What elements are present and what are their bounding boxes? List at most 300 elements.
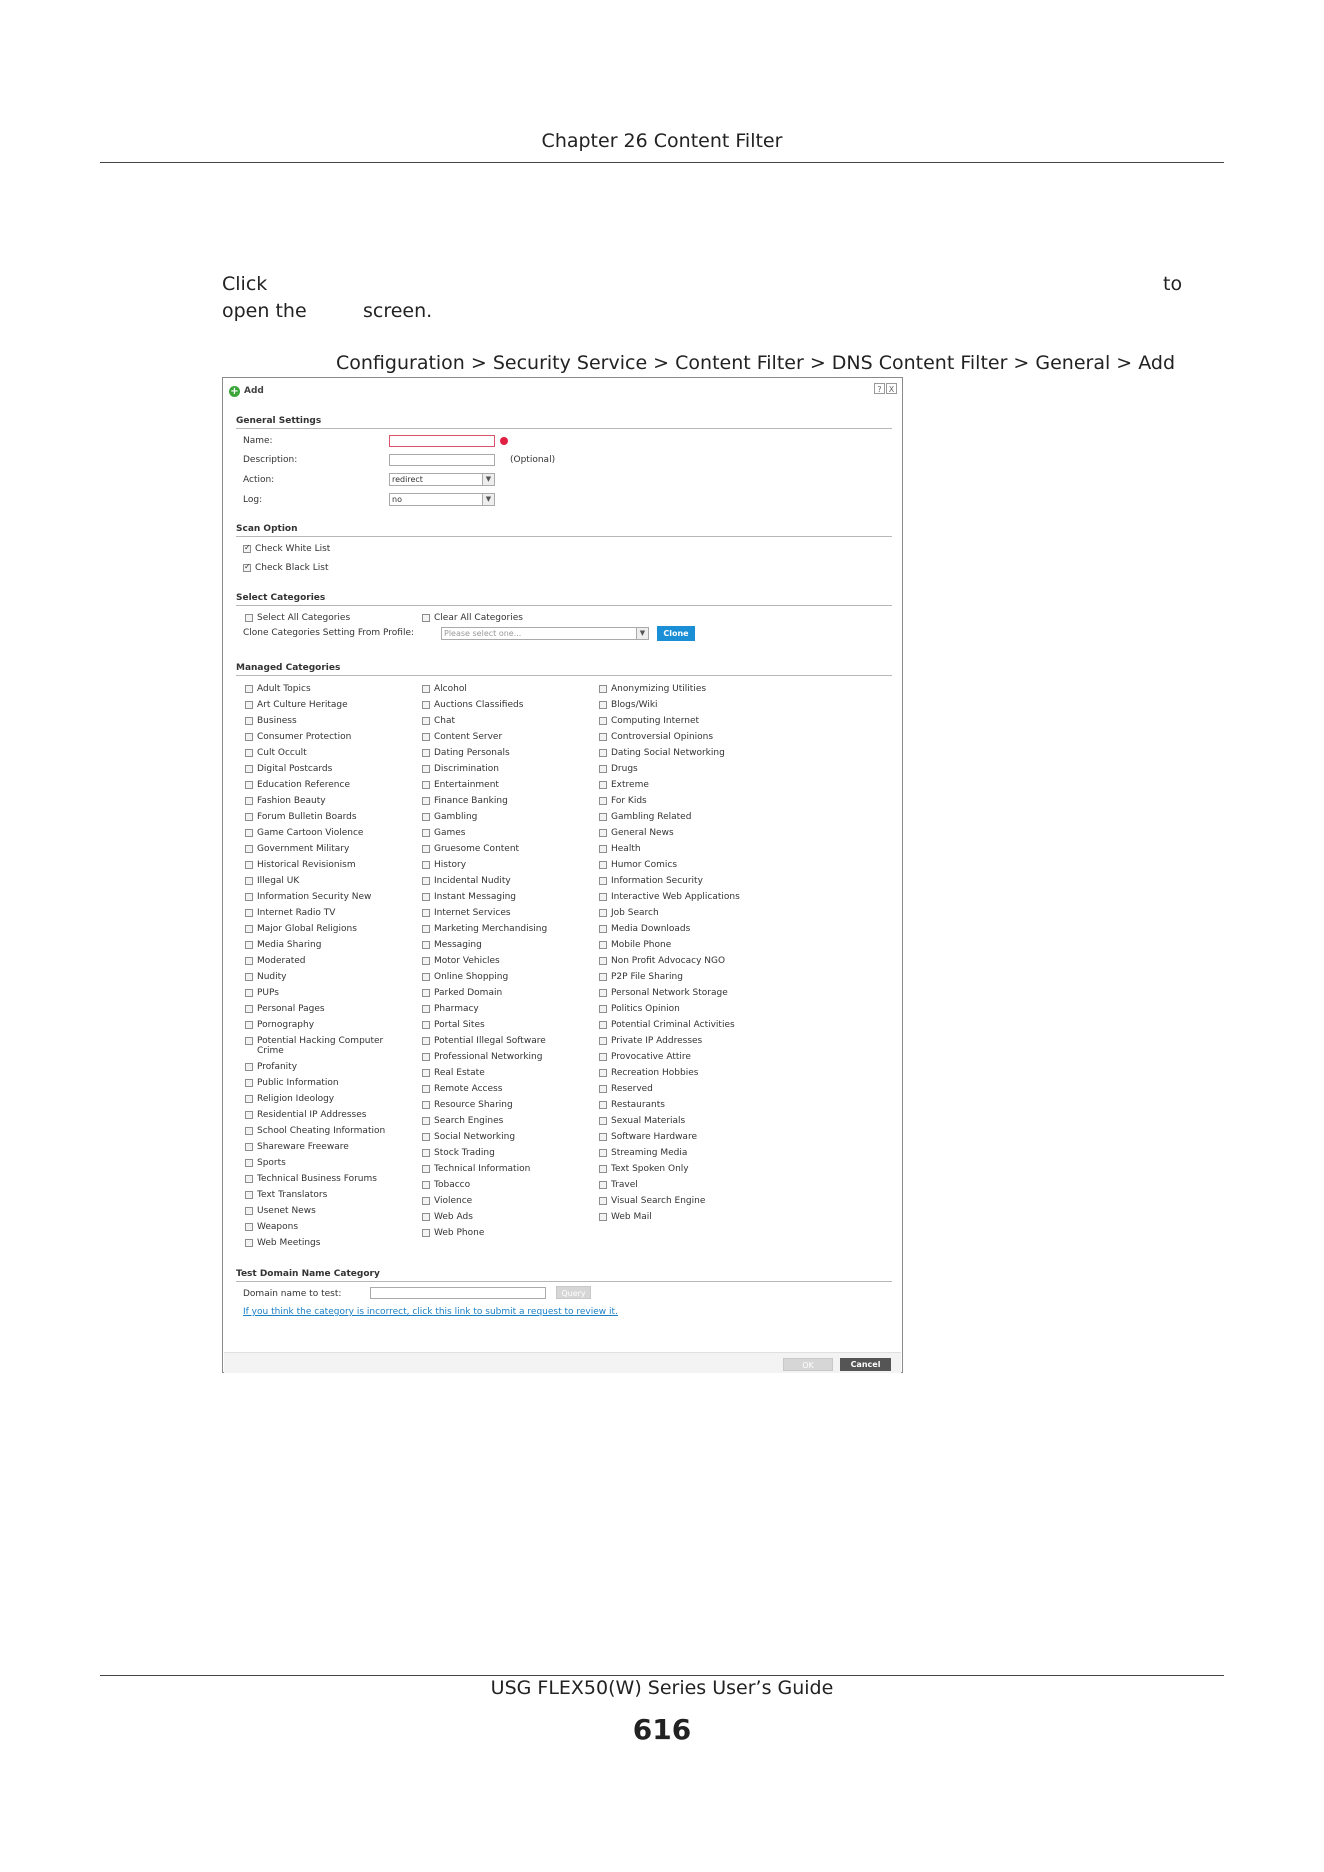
category-item[interactable] <box>245 1004 405 1014</box>
category-label: Moderated <box>257 956 306 966</box>
category-checkbox[interactable] <box>422 813 430 821</box>
category-item[interactable] <box>422 1052 582 1062</box>
category-label: Government Military <box>257 844 350 854</box>
category-checkbox[interactable] <box>245 1159 253 1167</box>
category-label: Portal Sites <box>434 1020 485 1030</box>
category-label: General News <box>611 828 674 838</box>
category-checkbox[interactable] <box>422 781 430 789</box>
category-checkbox[interactable] <box>245 1239 253 1247</box>
category-item[interactable] <box>599 1164 759 1174</box>
category-label: Humor Comics <box>611 860 678 870</box>
category-checkbox[interactable] <box>245 749 253 757</box>
test-domain-title: Test Domain Name Category <box>236 1269 380 1279</box>
category-checkbox[interactable] <box>245 797 253 805</box>
category-label: Games <box>434 828 466 838</box>
category-item[interactable] <box>422 764 582 774</box>
category-item[interactable] <box>245 828 405 838</box>
category-item[interactable] <box>422 844 582 854</box>
chevron-down-icon: ▼ <box>482 474 494 485</box>
category-item[interactable] <box>599 1196 759 1206</box>
chevron-down-icon: ▼ <box>482 494 494 505</box>
category-checkbox[interactable] <box>245 1095 253 1103</box>
category-checkbox[interactable] <box>422 1085 430 1093</box>
category-checkbox[interactable] <box>422 1213 430 1221</box>
category-item[interactable] <box>245 876 405 886</box>
required-icon <box>500 437 508 445</box>
category-label: Dating Personals <box>434 748 510 758</box>
category-checkbox[interactable] <box>422 797 430 805</box>
category-checkbox[interactable] <box>245 909 253 917</box>
category-label: Technical Business Forums <box>257 1174 377 1184</box>
category-checkbox[interactable] <box>245 1127 253 1135</box>
category-item[interactable] <box>245 908 405 918</box>
category-checkbox[interactable] <box>599 1181 607 1189</box>
category-label: Resource Sharing <box>434 1100 513 1110</box>
category-label: Public Information <box>257 1078 339 1088</box>
category-checkbox[interactable] <box>422 1021 430 1029</box>
category-checkbox[interactable] <box>422 1165 430 1173</box>
category-item[interactable] <box>245 924 405 934</box>
category-item[interactable] <box>599 1148 759 1158</box>
category-label: Internet Services <box>434 908 511 918</box>
category-item[interactable] <box>245 1020 405 1030</box>
category-item[interactable] <box>422 812 582 822</box>
category-checkbox[interactable] <box>599 1213 607 1221</box>
category-item[interactable] <box>245 1222 405 1232</box>
category-item[interactable] <box>422 924 582 934</box>
category-item[interactable] <box>245 1126 405 1136</box>
category-item[interactable] <box>245 1078 405 1088</box>
category-item[interactable] <box>245 1158 405 1168</box>
category-checkbox[interactable] <box>599 1005 607 1013</box>
category-checkbox[interactable] <box>422 909 430 917</box>
category-item[interactable] <box>599 1100 759 1110</box>
category-label: Media Downloads <box>611 924 691 934</box>
category-checkbox[interactable] <box>422 717 430 725</box>
category-checkbox[interactable] <box>245 1111 253 1119</box>
category-label: Web Ads <box>434 1212 473 1222</box>
category-item[interactable] <box>422 1116 582 1126</box>
category-item[interactable] <box>422 956 582 966</box>
category-checkbox[interactable] <box>599 1053 607 1061</box>
category-checkbox[interactable] <box>245 1021 253 1029</box>
category-label: Fashion Beauty <box>257 796 326 806</box>
category-item[interactable] <box>599 956 759 966</box>
category-checkbox[interactable] <box>422 941 430 949</box>
category-checkbox[interactable] <box>422 925 430 933</box>
category-item[interactable] <box>422 780 582 790</box>
review-request-link[interactable]: If you think the category is incorrect, click this link to submit a request to review it. <box>243 1307 618 1317</box>
category-item[interactable] <box>245 1062 405 1072</box>
category-checkbox[interactable] <box>599 1069 607 1077</box>
name-field[interactable] <box>389 435 495 447</box>
category-item[interactable] <box>599 1052 759 1062</box>
category-item[interactable] <box>599 764 759 774</box>
category-checkbox[interactable] <box>422 1053 430 1061</box>
category-label: Recreation Hobbies <box>611 1068 699 1078</box>
managed-categories-title: Managed Categories <box>236 663 341 673</box>
category-item[interactable] <box>599 892 759 902</box>
category-item[interactable] <box>599 1212 759 1222</box>
category-item[interactable] <box>599 908 759 918</box>
category-item[interactable] <box>422 1196 582 1206</box>
category-checkbox[interactable] <box>599 781 607 789</box>
log-select[interactable] <box>389 493 495 506</box>
category-checkbox[interactable] <box>245 813 253 821</box>
category-item[interactable] <box>422 1212 582 1222</box>
category-item[interactable] <box>599 1004 759 1014</box>
category-checkbox[interactable] <box>599 685 607 693</box>
category-checkbox[interactable] <box>422 1197 430 1205</box>
description-field[interactable] <box>389 454 495 466</box>
category-item[interactable] <box>599 1116 759 1126</box>
category-item[interactable] <box>599 732 759 742</box>
category-checkbox[interactable] <box>422 733 430 741</box>
category-item[interactable] <box>245 716 405 726</box>
dialog-title-text: Add <box>244 386 264 396</box>
managed-categories-divider <box>236 675 892 676</box>
category-label: Internet Radio TV <box>257 908 336 918</box>
category-checkbox[interactable] <box>422 1133 430 1141</box>
category-item[interactable] <box>599 828 759 838</box>
category-item[interactable] <box>245 988 405 998</box>
category-item[interactable] <box>422 1132 582 1142</box>
category-label: Computing Internet <box>611 716 700 726</box>
category-item[interactable] <box>245 860 405 870</box>
category-checkbox[interactable] <box>245 957 253 965</box>
category-label: Auctions Classifieds <box>434 700 524 710</box>
category-item[interactable] <box>245 1206 405 1216</box>
category-checkbox[interactable] <box>599 717 607 725</box>
category-checkbox[interactable] <box>599 957 607 965</box>
domain-test-input[interactable] <box>370 1287 546 1299</box>
category-checkbox[interactable] <box>599 893 607 901</box>
select-all-row[interactable] <box>245 613 350 623</box>
category-item[interactable] <box>599 780 759 790</box>
category-item[interactable] <box>245 956 405 966</box>
category-checkbox[interactable] <box>245 1191 253 1199</box>
category-item[interactable] <box>245 1190 405 1200</box>
category-checkbox[interactable] <box>245 1207 253 1215</box>
category-checkbox[interactable] <box>422 893 430 901</box>
check-black-list-row[interactable] <box>243 563 329 573</box>
category-checkbox[interactable] <box>599 1021 607 1029</box>
category-checkbox[interactable] <box>599 861 607 869</box>
category-checkbox[interactable] <box>599 877 607 885</box>
category-checkbox[interactable] <box>599 1037 607 1045</box>
category-checkbox[interactable] <box>599 733 607 741</box>
category-item[interactable] <box>599 988 759 998</box>
category-checkbox[interactable] <box>599 749 607 757</box>
category-item[interactable] <box>422 796 582 806</box>
category-item[interactable] <box>422 940 582 950</box>
category-checkbox[interactable] <box>245 973 253 981</box>
category-item[interactable] <box>422 860 582 870</box>
category-checkbox[interactable] <box>599 1197 607 1205</box>
category-checkbox[interactable] <box>245 701 253 709</box>
category-label: Controversial Opinions <box>611 732 714 742</box>
category-item[interactable] <box>245 940 405 950</box>
category-label: Social Networking <box>434 1132 516 1142</box>
optional-hint: (Optional) <box>510 455 556 465</box>
query-button[interactable]: Query <box>556 1286 591 1299</box>
category-label: Illegal UK <box>257 876 300 886</box>
category-label: Game Cartoon Violence <box>257 828 364 838</box>
category-checkbox[interactable] <box>599 813 607 821</box>
category-checkbox[interactable] <box>422 957 430 965</box>
dialog-title <box>229 384 264 398</box>
category-label: Discrimination <box>434 764 499 774</box>
action-select-value: redirect <box>392 475 423 484</box>
category-label: Forum Bulletin Boards <box>257 812 357 822</box>
category-label: Sports <box>257 1158 286 1168</box>
category-column-1 <box>245 684 405 1254</box>
category-checkbox[interactable] <box>599 829 607 837</box>
category-item[interactable] <box>599 1036 759 1046</box>
category-checkbox[interactable] <box>422 845 430 853</box>
clone-button[interactable]: Clone <box>657 626 695 641</box>
check-black-list-checkbox[interactable] <box>243 564 251 572</box>
category-checkbox[interactable] <box>422 1117 430 1125</box>
category-label: Personal Pages <box>257 1004 325 1014</box>
clone-profile-select[interactable] <box>441 627 649 640</box>
category-label: Marketing Merchandising <box>434 924 548 934</box>
category-item[interactable] <box>245 812 405 822</box>
chevron-down-icon: ▼ <box>636 628 648 639</box>
category-checkbox[interactable] <box>245 941 253 949</box>
category-checkbox[interactable] <box>599 1085 607 1093</box>
category-item[interactable] <box>422 1180 582 1190</box>
category-checkbox[interactable] <box>245 845 253 853</box>
category-item[interactable] <box>245 1174 405 1184</box>
category-item[interactable] <box>599 1068 759 1078</box>
category-item[interactable] <box>422 988 582 998</box>
category-label: Web Phone <box>434 1228 485 1238</box>
category-label: Non Profit Advocacy NGO <box>611 956 726 966</box>
category-item[interactable] <box>599 1084 759 1094</box>
category-column-3 <box>599 684 759 1228</box>
category-item[interactable] <box>245 972 405 982</box>
category-item[interactable] <box>422 700 582 710</box>
category-item[interactable] <box>599 796 759 806</box>
category-item[interactable] <box>422 748 582 758</box>
category-item[interactable] <box>245 1238 405 1248</box>
ok-button[interactable]: OK <box>783 1358 833 1371</box>
category-checkbox[interactable] <box>245 765 253 773</box>
category-item[interactable] <box>422 908 582 918</box>
category-label: Business <box>257 716 297 726</box>
category-item[interactable] <box>422 1084 582 1094</box>
category-checkbox[interactable] <box>245 685 253 693</box>
chapter-header: Chapter 26 Content Filter <box>541 130 783 152</box>
category-checkbox[interactable] <box>245 1063 253 1071</box>
category-checkbox[interactable] <box>599 797 607 805</box>
category-label: Gambling <box>434 812 478 822</box>
category-checkbox[interactable] <box>422 1037 430 1045</box>
category-item[interactable] <box>422 972 582 982</box>
category-label: Weapons <box>257 1222 299 1232</box>
category-item[interactable] <box>599 700 759 710</box>
category-item[interactable] <box>245 764 405 774</box>
category-item[interactable] <box>599 1132 759 1142</box>
category-label: Chat <box>434 716 456 726</box>
category-label: Profanity <box>257 1062 298 1072</box>
category-checkbox[interactable] <box>422 877 430 885</box>
category-label: Instant Messaging <box>434 892 517 902</box>
category-checkbox[interactable] <box>245 717 253 725</box>
category-item[interactable] <box>245 892 405 902</box>
click-text: Click <box>222 273 268 295</box>
category-checkbox[interactable] <box>245 1175 253 1183</box>
category-label: Visual Search Engine <box>611 1196 706 1206</box>
category-item[interactable] <box>422 1164 582 1174</box>
check-white-list-row[interactable] <box>243 544 330 554</box>
category-checkbox[interactable] <box>422 1229 430 1237</box>
category-item[interactable] <box>245 1142 405 1152</box>
category-item[interactable] <box>599 972 759 982</box>
category-item[interactable] <box>245 796 405 806</box>
category-item[interactable] <box>422 1020 582 1030</box>
category-checkbox[interactable] <box>245 781 253 789</box>
category-checkbox[interactable] <box>422 701 430 709</box>
check-white-list-checkbox[interactable] <box>243 545 251 553</box>
category-item[interactable] <box>599 1020 759 1030</box>
category-item[interactable] <box>599 684 759 694</box>
category-checkbox[interactable] <box>245 1005 253 1013</box>
category-item[interactable] <box>599 748 759 758</box>
category-item[interactable] <box>245 732 405 742</box>
category-checkbox[interactable] <box>599 1101 607 1109</box>
category-checkbox[interactable] <box>422 685 430 693</box>
category-item[interactable] <box>599 844 759 854</box>
category-checkbox[interactable] <box>245 989 253 997</box>
select-all-checkbox[interactable] <box>245 614 253 622</box>
category-label: Stock Trading <box>434 1148 495 1158</box>
category-item[interactable] <box>422 892 582 902</box>
category-checkbox[interactable] <box>245 829 253 837</box>
category-label: Reserved <box>611 1084 653 1094</box>
category-item[interactable] <box>599 924 759 934</box>
category-checkbox[interactable] <box>422 765 430 773</box>
category-item[interactable] <box>599 876 759 886</box>
cancel-button[interactable]: Cancel <box>840 1358 891 1371</box>
category-item[interactable] <box>422 1068 582 1078</box>
category-checkbox[interactable] <box>599 1117 607 1125</box>
category-item[interactable] <box>422 1228 582 1238</box>
category-checkbox[interactable] <box>245 925 253 933</box>
category-item[interactable] <box>245 684 405 694</box>
category-checkbox[interactable] <box>422 749 430 757</box>
category-label: Motor Vehicles <box>434 956 500 966</box>
category-label: Gambling Related <box>611 812 692 822</box>
add-dialog <box>222 377 903 1373</box>
general-settings-title: General Settings <box>236 416 322 426</box>
category-checkbox[interactable] <box>245 733 253 741</box>
category-item[interactable] <box>599 860 759 870</box>
category-item[interactable] <box>245 1094 405 1104</box>
category-label: Job Search <box>611 908 659 918</box>
category-item[interactable] <box>422 1036 582 1046</box>
category-checkbox[interactable] <box>422 973 430 981</box>
action-select[interactable] <box>389 473 495 486</box>
category-label: Text Translators <box>257 1190 328 1200</box>
category-checkbox[interactable] <box>245 1143 253 1151</box>
category-item[interactable] <box>245 780 405 790</box>
category-checkbox[interactable] <box>245 1037 253 1045</box>
category-checkbox[interactable] <box>245 861 253 869</box>
category-checkbox[interactable] <box>422 989 430 997</box>
clear-all-row[interactable] <box>422 613 523 623</box>
category-item[interactable] <box>245 844 405 854</box>
clone-profile-placeholder: Please select one... <box>444 629 522 638</box>
category-checkbox[interactable] <box>599 701 607 709</box>
category-item[interactable] <box>422 716 582 726</box>
category-item[interactable] <box>599 716 759 726</box>
category-item[interactable] <box>245 700 405 710</box>
clear-all-checkbox[interactable] <box>422 614 430 622</box>
category-checkbox[interactable] <box>422 861 430 869</box>
category-checkbox[interactable] <box>422 829 430 837</box>
category-label: Private IP Addresses <box>611 1036 703 1046</box>
category-checkbox[interactable] <box>422 1069 430 1077</box>
category-checkbox[interactable] <box>599 941 607 949</box>
category-item[interactable] <box>422 684 582 694</box>
category-checkbox[interactable] <box>599 845 607 853</box>
category-checkbox[interactable] <box>599 973 607 981</box>
category-label: Dating Social Networking <box>611 748 725 758</box>
category-checkbox[interactable] <box>599 1133 607 1141</box>
category-checkbox[interactable] <box>599 1165 607 1173</box>
category-checkbox[interactable] <box>599 765 607 773</box>
category-label: Content Server <box>434 732 503 742</box>
category-item[interactable] <box>422 828 582 838</box>
category-item[interactable] <box>245 1036 405 1056</box>
category-item[interactable] <box>245 748 405 758</box>
category-item[interactable] <box>422 1148 582 1158</box>
category-item[interactable] <box>422 1004 582 1014</box>
category-checkbox[interactable] <box>245 1079 253 1087</box>
category-checkbox[interactable] <box>599 909 607 917</box>
category-checkbox[interactable] <box>245 1223 253 1231</box>
category-label: Provocative Attire <box>611 1052 691 1062</box>
category-item[interactable] <box>599 940 759 950</box>
category-checkbox[interactable] <box>245 877 253 885</box>
category-label: Web Meetings <box>257 1238 321 1248</box>
category-checkbox[interactable] <box>245 893 253 901</box>
category-item[interactable] <box>422 732 582 742</box>
category-item[interactable] <box>599 812 759 822</box>
select-categories-title: Select Categories <box>236 593 326 603</box>
category-checkbox[interactable] <box>599 925 607 933</box>
category-checkbox[interactable] <box>422 1005 430 1013</box>
category-checkbox[interactable] <box>599 989 607 997</box>
category-item[interactable] <box>245 1110 405 1120</box>
category-checkbox[interactable] <box>422 1101 430 1109</box>
category-checkbox[interactable] <box>422 1181 430 1189</box>
category-label: Residential IP Addresses <box>257 1110 367 1120</box>
category-item[interactable] <box>599 1180 759 1190</box>
category-label: Technical Information <box>434 1164 531 1174</box>
category-checkbox[interactable] <box>599 1149 607 1157</box>
category-label: Information Security <box>611 876 703 886</box>
log-select-value: no <box>392 495 402 504</box>
category-item[interactable] <box>422 876 582 886</box>
help-icon[interactable]: ? <box>874 383 885 394</box>
check-white-list-label: Check White List <box>255 544 331 554</box>
close-icon[interactable]: X <box>886 383 897 394</box>
category-checkbox[interactable] <box>422 1149 430 1157</box>
category-item[interactable] <box>422 1100 582 1110</box>
